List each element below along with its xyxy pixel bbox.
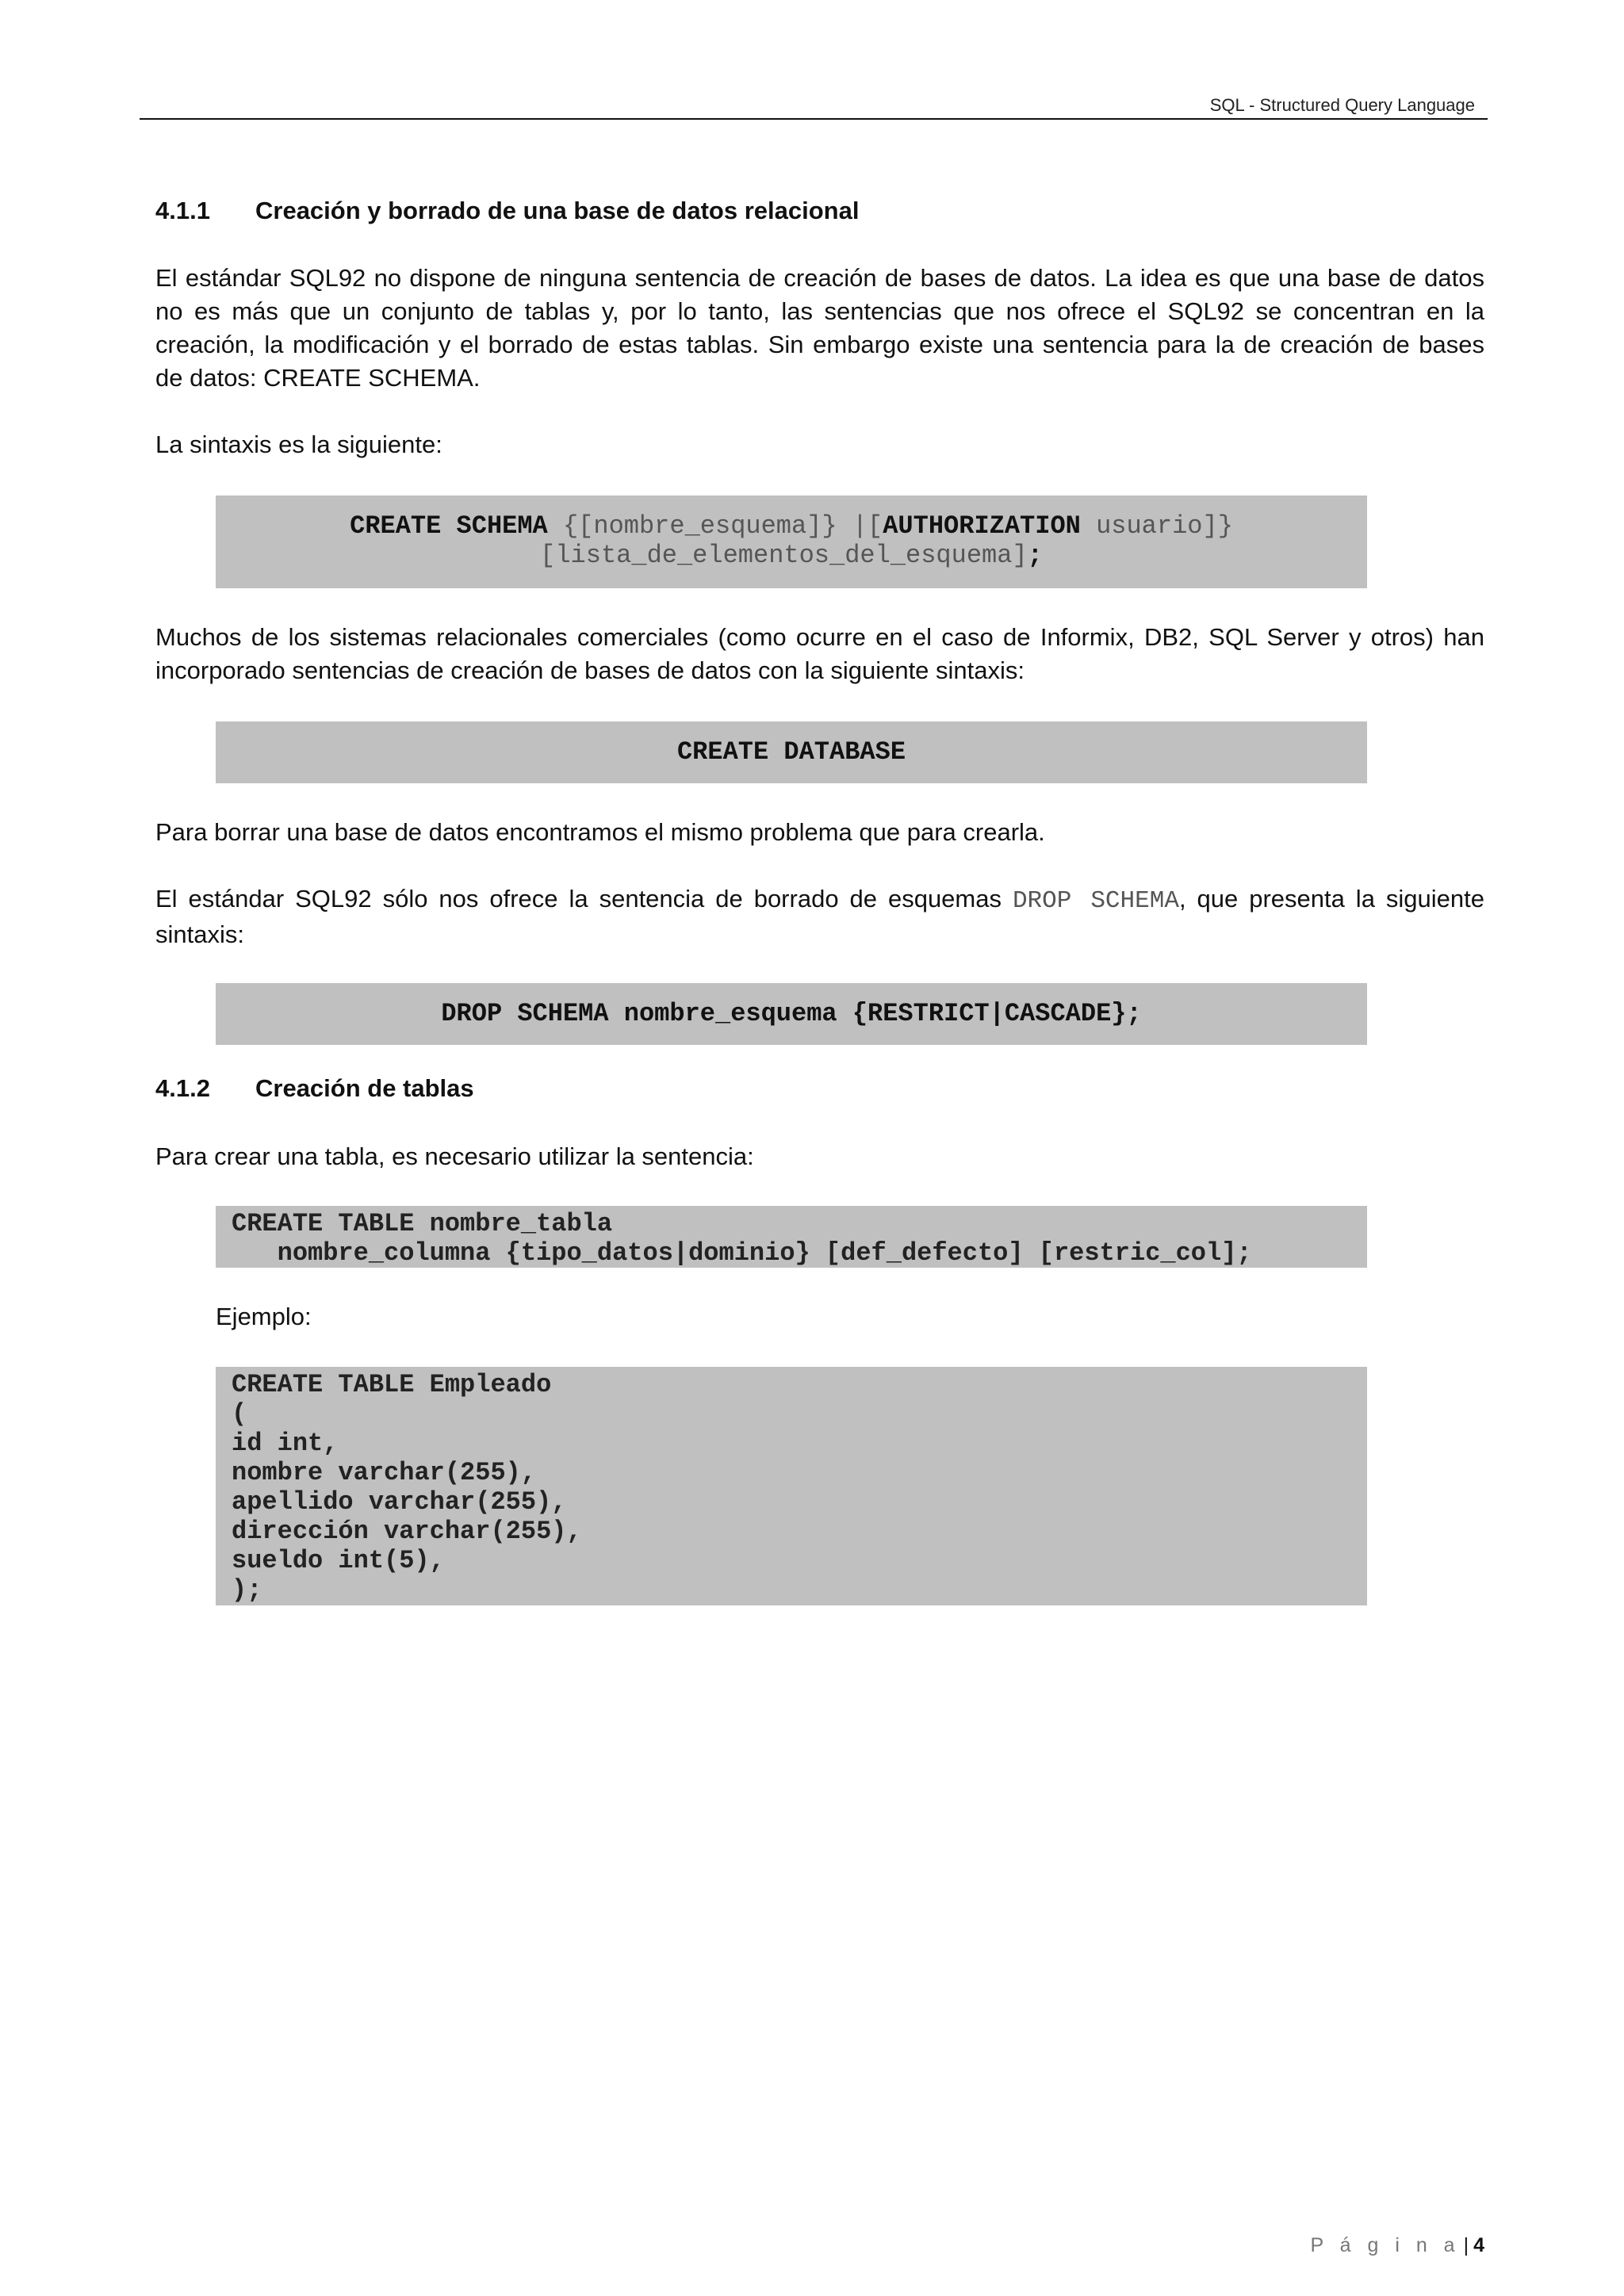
code-block-create-schema [216,496,1367,588]
paragraph-drop-schema [155,882,1484,951]
inline-code: DROP SCHEMA [1012,887,1179,915]
text-line: no es más que un conjunto de tablas y, por lo tanto, las sentencias que nos ofrece el SQL92 se concentran en la [155,297,1484,325]
code-line: CREATE TABLE nombre_tabla [232,1209,613,1238]
page-label: P á g i n a [1310,2234,1461,2256]
paragraph-drop-intro: Para borrar una base de datos encontramos el mismo problema que para crearla. [155,818,1045,846]
section-heading-4-1-2 [155,1074,474,1103]
code-line [216,541,1367,570]
text-line: Muchos de los sistemas relacionales comerciales (como ocurre en el caso de Informix, DB2, SQL Server y otros) han [155,623,1484,651]
section-number: 4.1.2 [155,1074,210,1102]
text-line: sintaxis: [155,920,244,948]
page-number: 4 [1473,2234,1484,2256]
code-line: ( [232,1399,247,1429]
code-text: {[nombre_esquema]} |[ [547,511,883,541]
code-line: sueldo int(5), [232,1546,445,1575]
code-line: CREATE TABLE Empleado [232,1370,552,1399]
code-block-create-table-syntax [216,1206,1367,1268]
text-fragment: , que presenta la siguiente [1178,885,1484,913]
code-keyword: CREATE SCHEMA [350,511,548,541]
code-text: ; [1027,541,1043,570]
code-text: [lista_de_elementos_del_esquema] [540,541,1028,570]
section-number: 4.1.1 [155,197,210,224]
page-separator: | [1463,2234,1469,2256]
code-lines [216,1206,1367,1268]
code-lines [216,1367,1367,1605]
code-line: dirección varchar(255), [232,1517,582,1546]
example-label: Ejemplo: [216,1303,312,1330]
paragraph-syntax-intro: La sintaxis es la siguiente: [155,430,442,458]
header-rule [140,118,1488,120]
code-line: ); [232,1575,262,1605]
code-keyword: AUTHORIZATION [883,511,1081,541]
code-line: apellido varchar(255), [232,1487,567,1517]
paragraph-commercial-systems [155,621,1484,687]
paragraph-create-table-intro: Para crear una tabla, es necesario utilizar la sentencia: [155,1142,754,1170]
section-heading-4-1-1 [155,197,859,225]
text-fragment: El estándar SQL92 sólo nos ofrece la sentencia de borrado de esquemas [155,885,1013,913]
code-line: nombre varchar(255), [232,1458,537,1487]
code-line [216,496,1367,541]
text-line: creación, la modificación y el borrado de estas tablas. Sin embargo existe una sentencia para la de creación de bases [155,331,1484,358]
code-block-create-table-example [216,1367,1367,1605]
paragraph-intro [155,262,1484,395]
code-text: usuario]} [1080,511,1233,541]
text-line: El estándar SQL92 no dispone de ninguna sentencia de creación de bases de datos. La idea es que una base de datos [155,264,1484,292]
page-footer [1310,2234,1484,2257]
code-line: id int, [232,1429,339,1458]
code-block-drop-schema: DROP SCHEMA nombre_esquema {RESTRICT|CASCADE}; [216,983,1367,1045]
section-title: Creación y borrado de una base de datos relacional [255,197,860,224]
text-line [155,882,1484,918]
section-title: Creación de tablas [255,1074,474,1102]
text-line: incorporado sentencias de creación de bases de datos con la siguiente sintaxis: [155,656,1025,684]
running-header: SQL - Structured Query Language [1209,95,1475,115]
code-line: nombre_columna {tipo_datos|dominio} [def_defecto] [restric_col]; [232,1238,1252,1268]
text-line: de datos: CREATE SCHEMA. [155,364,481,392]
code-block-create-database: CREATE DATABASE [216,721,1367,783]
